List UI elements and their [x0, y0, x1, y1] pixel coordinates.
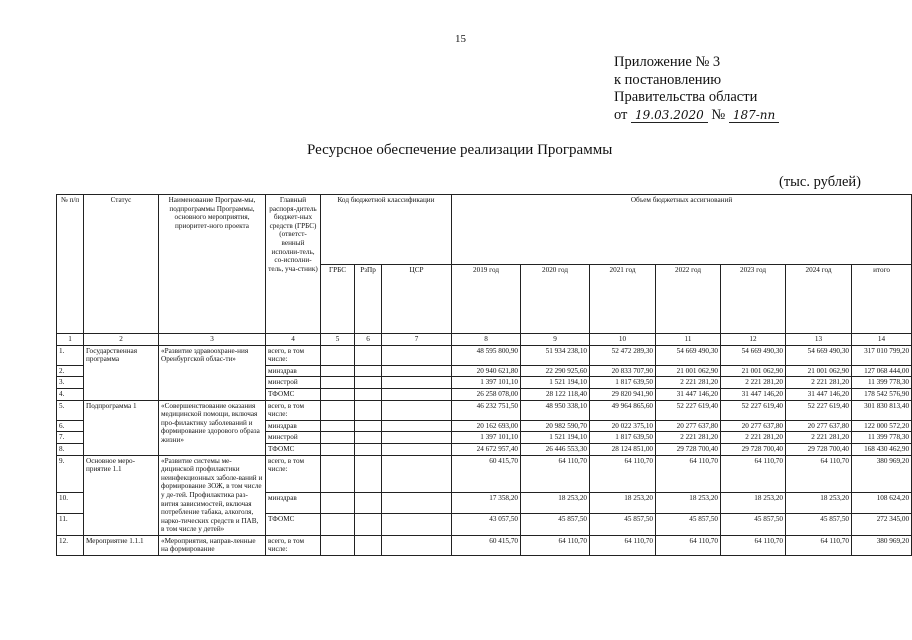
column-number: 3: [159, 334, 266, 346]
code-cell: [355, 455, 382, 492]
code-cell: [321, 400, 355, 420]
amount-cell: 21 001 062,90: [721, 365, 786, 377]
amount-cell: 20 833 707,90: [590, 365, 656, 377]
amount-cell: 2 221 281,20: [786, 432, 852, 444]
code-cell: [382, 345, 452, 365]
code-cell: [355, 400, 382, 420]
code-cell: [355, 492, 382, 513]
amount-cell: 52 227 619,40: [721, 400, 786, 420]
amount-cell: 48 950 338,10: [521, 400, 590, 420]
amount-cell: 31 447 146,20: [786, 388, 852, 400]
code-cell: [321, 432, 355, 444]
number-prefix: №: [711, 106, 726, 123]
code-cell: [382, 492, 452, 513]
amount-cell: 45 857,50: [786, 514, 852, 535]
header-no: № п/п: [57, 195, 84, 334]
header-name: Наименование Програм-мы, подпрограммы Программы, основного мероприятия, приоритет-ного проекта: [159, 195, 266, 334]
appendix-line-1: Приложение № 3: [614, 54, 721, 70]
row-manager: всего, в том числе:: [266, 535, 321, 555]
amount-cell: 60 415,70: [452, 455, 521, 492]
amount-cell: 317 010 799,20: [852, 345, 912, 365]
amount-cell: 301 830 813,40: [852, 400, 912, 420]
code-cell: [321, 535, 355, 555]
row-number: 5.: [57, 400, 84, 420]
amount-cell: 20 277 637,80: [721, 420, 786, 432]
column-number: 6: [355, 334, 382, 346]
header-code-2: РзПр: [355, 264, 382, 334]
amount-cell: 49 964 865,60: [590, 400, 656, 420]
amount-cell: 64 110,70: [590, 535, 656, 555]
amount-cell: 21 001 062,90: [656, 365, 721, 377]
amount-cell: 380 969,20: [852, 535, 912, 555]
code-cell: [321, 388, 355, 400]
column-number: 11: [656, 334, 721, 346]
row-status: Основное меро-приятие 1.1: [84, 455, 159, 535]
table-row: [57, 400, 912, 420]
amount-cell: 45 857,50: [721, 514, 786, 535]
header-year-6: 2024 год: [786, 264, 852, 334]
code-cell: [382, 443, 452, 455]
amount-cell: 24 672 957,40: [452, 443, 521, 455]
amount-cell: 29 728 700,40: [786, 443, 852, 455]
header-code-1: ГРБС: [321, 264, 355, 334]
amount-cell: 11 399 778,30: [852, 377, 912, 389]
row-number: 6.: [57, 420, 84, 432]
row-name: «Мероприятия, направ-ленные на формирование: [159, 535, 266, 555]
code-cell: [355, 535, 382, 555]
row-manager: ТФОМС: [266, 514, 321, 535]
code-cell: [355, 345, 382, 365]
amount-cell: 21 001 062,90: [786, 365, 852, 377]
amount-cell: 108 624,20: [852, 492, 912, 513]
amount-cell: 380 969,20: [852, 455, 912, 492]
amount-cell: 18 253,20: [786, 492, 852, 513]
code-cell: [382, 432, 452, 444]
row-number: 4.: [57, 388, 84, 400]
row-status: Государственная программа: [84, 345, 159, 400]
code-cell: [355, 388, 382, 400]
amount-cell: 1 817 639,50: [590, 432, 656, 444]
amount-cell: 45 857,50: [656, 514, 721, 535]
amount-cell: 1 397 101,10: [452, 432, 521, 444]
amount-cell: 26 446 553,30: [521, 443, 590, 455]
column-number: 1: [57, 334, 84, 346]
row-status: Мероприятие 1.1.1: [84, 535, 159, 555]
row-manager: минздрав: [266, 492, 321, 513]
handwritten-number: 187-пп: [729, 108, 779, 123]
amount-cell: 2 221 281,20: [656, 432, 721, 444]
code-cell: [382, 400, 452, 420]
amount-cell: 54 669 490,30: [721, 345, 786, 365]
amount-cell: 178 542 576,90: [852, 388, 912, 400]
column-number: 8: [452, 334, 521, 346]
amount-cell: 20 162 693,00: [452, 420, 521, 432]
amount-cell: 1 397 101,10: [452, 377, 521, 389]
column-number: 14: [852, 334, 912, 346]
amount-cell: 64 110,70: [786, 455, 852, 492]
column-number: 7: [382, 334, 452, 346]
row-status: Подпрограмма 1: [84, 400, 159, 455]
code-cell: [382, 535, 452, 555]
amount-cell: 60 415,70: [452, 535, 521, 555]
column-number: 10: [590, 334, 656, 346]
amount-cell: 52 227 619,40: [656, 400, 721, 420]
amount-cell: 31 447 146,20: [656, 388, 721, 400]
appendix-block: [614, 54, 779, 124]
amount-cell: 1 521 194,10: [521, 432, 590, 444]
header-year-4: 2022 год: [656, 264, 721, 334]
column-number: 12: [721, 334, 786, 346]
code-cell: [321, 345, 355, 365]
amount-cell: 11 399 778,30: [852, 432, 912, 444]
document-title: Ресурсное обеспечение реализации Программы: [307, 142, 613, 158]
header-manager: Главный распоря-дитель бюджет-ных средств (ГРБС) (ответст-венный исполни-тель, со-исполни-тель, уча-стник): [266, 195, 321, 334]
amount-cell: 127 068 444,00: [852, 365, 912, 377]
header-year-5: 2023 год: [721, 264, 786, 334]
row-manager: ТФОМС: [266, 388, 321, 400]
amount-cell: 64 110,70: [656, 455, 721, 492]
amount-cell: 45 857,50: [590, 514, 656, 535]
resource-table: [56, 194, 912, 556]
code-cell: [321, 455, 355, 492]
amount-cell: 22 290 925,60: [521, 365, 590, 377]
amount-cell: 64 110,70: [721, 455, 786, 492]
amount-cell: 51 934 238,10: [521, 345, 590, 365]
amount-cell: 54 669 490,30: [786, 345, 852, 365]
column-number: 13: [786, 334, 852, 346]
row-number: 10.: [57, 492, 84, 513]
amount-cell: 18 253,20: [590, 492, 656, 513]
code-cell: [355, 514, 382, 535]
column-number: 2: [84, 334, 159, 346]
code-cell: [355, 377, 382, 389]
code-cell: [355, 443, 382, 455]
amount-cell: 20 277 637,80: [656, 420, 721, 432]
code-cell: [355, 432, 382, 444]
row-number: 12.: [57, 535, 84, 555]
amount-cell: 20 982 590,70: [521, 420, 590, 432]
header-year-3: 2021 год: [590, 264, 656, 334]
amount-cell: 29 728 700,40: [721, 443, 786, 455]
header-code-3: ЦСР: [382, 264, 452, 334]
code-cell: [321, 492, 355, 513]
amount-cell: 20 277 637,80: [786, 420, 852, 432]
row-number: 8.: [57, 443, 84, 455]
amount-cell: 64 110,70: [521, 535, 590, 555]
amount-cell: 54 669 490,30: [656, 345, 721, 365]
code-cell: [321, 514, 355, 535]
code-cell: [382, 388, 452, 400]
amount-cell: 168 430 462,90: [852, 443, 912, 455]
amount-cell: 17 358,20: [452, 492, 521, 513]
amount-cell: 64 110,70: [786, 535, 852, 555]
row-number: 9.: [57, 455, 84, 492]
row-manager: всего, в том числе:: [266, 455, 321, 492]
amount-cell: 18 253,20: [721, 492, 786, 513]
column-number: 5: [321, 334, 355, 346]
amount-cell: 2 221 281,20: [656, 377, 721, 389]
code-cell: [382, 514, 452, 535]
code-cell: [382, 365, 452, 377]
column-number: 4: [266, 334, 321, 346]
row-name: «Развитие здравоохране-ния Оренбургской облас-ти»: [159, 345, 266, 400]
amount-cell: 2 221 281,20: [721, 432, 786, 444]
header-amounts-group: Объем бюджетных ассигнований: [452, 195, 912, 265]
row-number: 2.: [57, 365, 84, 377]
amount-cell: 64 110,70: [590, 455, 656, 492]
amount-cell: 31 447 146,20: [721, 388, 786, 400]
amount-cell: 20 940 621,80: [452, 365, 521, 377]
row-manager: всего, в том числе:: [266, 345, 321, 365]
page-number: 15: [455, 33, 466, 45]
amount-cell: 20 022 375,10: [590, 420, 656, 432]
row-name: «Совершенствование оказания медицинской помощи, включая про-филактику заболеваний и формирование здорового образа жизни»: [159, 400, 266, 455]
amount-cell: 48 595 800,90: [452, 345, 521, 365]
amount-cell: 64 110,70: [656, 535, 721, 555]
amount-cell: 122 000 572,20: [852, 420, 912, 432]
header-year-7: итого: [852, 264, 912, 334]
code-cell: [382, 420, 452, 432]
amount-cell: 43 057,50: [452, 514, 521, 535]
units-label: (тыс. рублей): [779, 174, 861, 190]
header-codes-group: Код бюджетной классификации: [321, 195, 452, 265]
row-number: 7.: [57, 432, 84, 444]
code-cell: [321, 420, 355, 432]
row-number: 3.: [57, 377, 84, 389]
code-cell: [382, 377, 452, 389]
header-year-1: 2019 год: [452, 264, 521, 334]
date-prefix: от: [614, 106, 628, 123]
amount-cell: 18 253,20: [656, 492, 721, 513]
handwritten-date: 19.03.2020: [631, 108, 708, 123]
row-name: «Развитие системы ме-дицинской профилактики неинфекционных заболе-ваний и формирование ЗОЖ, в том числе у де-тей. Профилактика раз-вития зависимостей, включая потребление табака, алкоголя, нарко-тических средств и ПАВ, в том числе у детей»: [159, 455, 266, 535]
row-manager: всего, в том числе:: [266, 400, 321, 420]
row-manager: минздрав: [266, 420, 321, 432]
amount-cell: 1 521 194,10: [521, 377, 590, 389]
amount-cell: 2 221 281,20: [786, 377, 852, 389]
table-row: [57, 455, 912, 492]
row-number: 1.: [57, 345, 84, 365]
amount-cell: 46 232 751,50: [452, 400, 521, 420]
row-manager: минстрой: [266, 432, 321, 444]
amount-cell: 18 253,20: [521, 492, 590, 513]
amount-cell: 26 258 078,00: [452, 388, 521, 400]
amount-cell: 29 820 941,90: [590, 388, 656, 400]
amount-cell: 2 221 281,20: [721, 377, 786, 389]
amount-cell: 45 857,50: [521, 514, 590, 535]
appendix-line-2: к постановлению: [614, 71, 722, 88]
row-manager: минстрой: [266, 377, 321, 389]
code-cell: [382, 455, 452, 492]
header-status: Статус: [84, 195, 159, 334]
amount-cell: 29 728 700,40: [656, 443, 721, 455]
header-year-2: 2020 год: [521, 264, 590, 334]
amount-cell: 272 345,00: [852, 514, 912, 535]
row-number: 11.: [57, 514, 84, 535]
amount-cell: 52 472 289,30: [590, 345, 656, 365]
amount-cell: 64 110,70: [521, 455, 590, 492]
table-row: [57, 345, 912, 365]
amount-cell: 28 124 851,00: [590, 443, 656, 455]
column-numbers-row: [57, 334, 912, 346]
row-manager: ТФОМС: [266, 443, 321, 455]
appendix-date-line: [614, 107, 779, 125]
row-manager: минздрав: [266, 365, 321, 377]
column-number: 9: [521, 334, 590, 346]
amount-cell: 1 817 639,50: [590, 377, 656, 389]
code-cell: [355, 420, 382, 432]
code-cell: [321, 443, 355, 455]
appendix-line-3: Правительства области: [614, 89, 758, 105]
amount-cell: 64 110,70: [721, 535, 786, 555]
amount-cell: 28 122 118,40: [521, 388, 590, 400]
code-cell: [321, 377, 355, 389]
amount-cell: 52 227 619,40: [786, 400, 852, 420]
code-cell: [321, 365, 355, 377]
table-row: [57, 535, 912, 555]
code-cell: [355, 365, 382, 377]
